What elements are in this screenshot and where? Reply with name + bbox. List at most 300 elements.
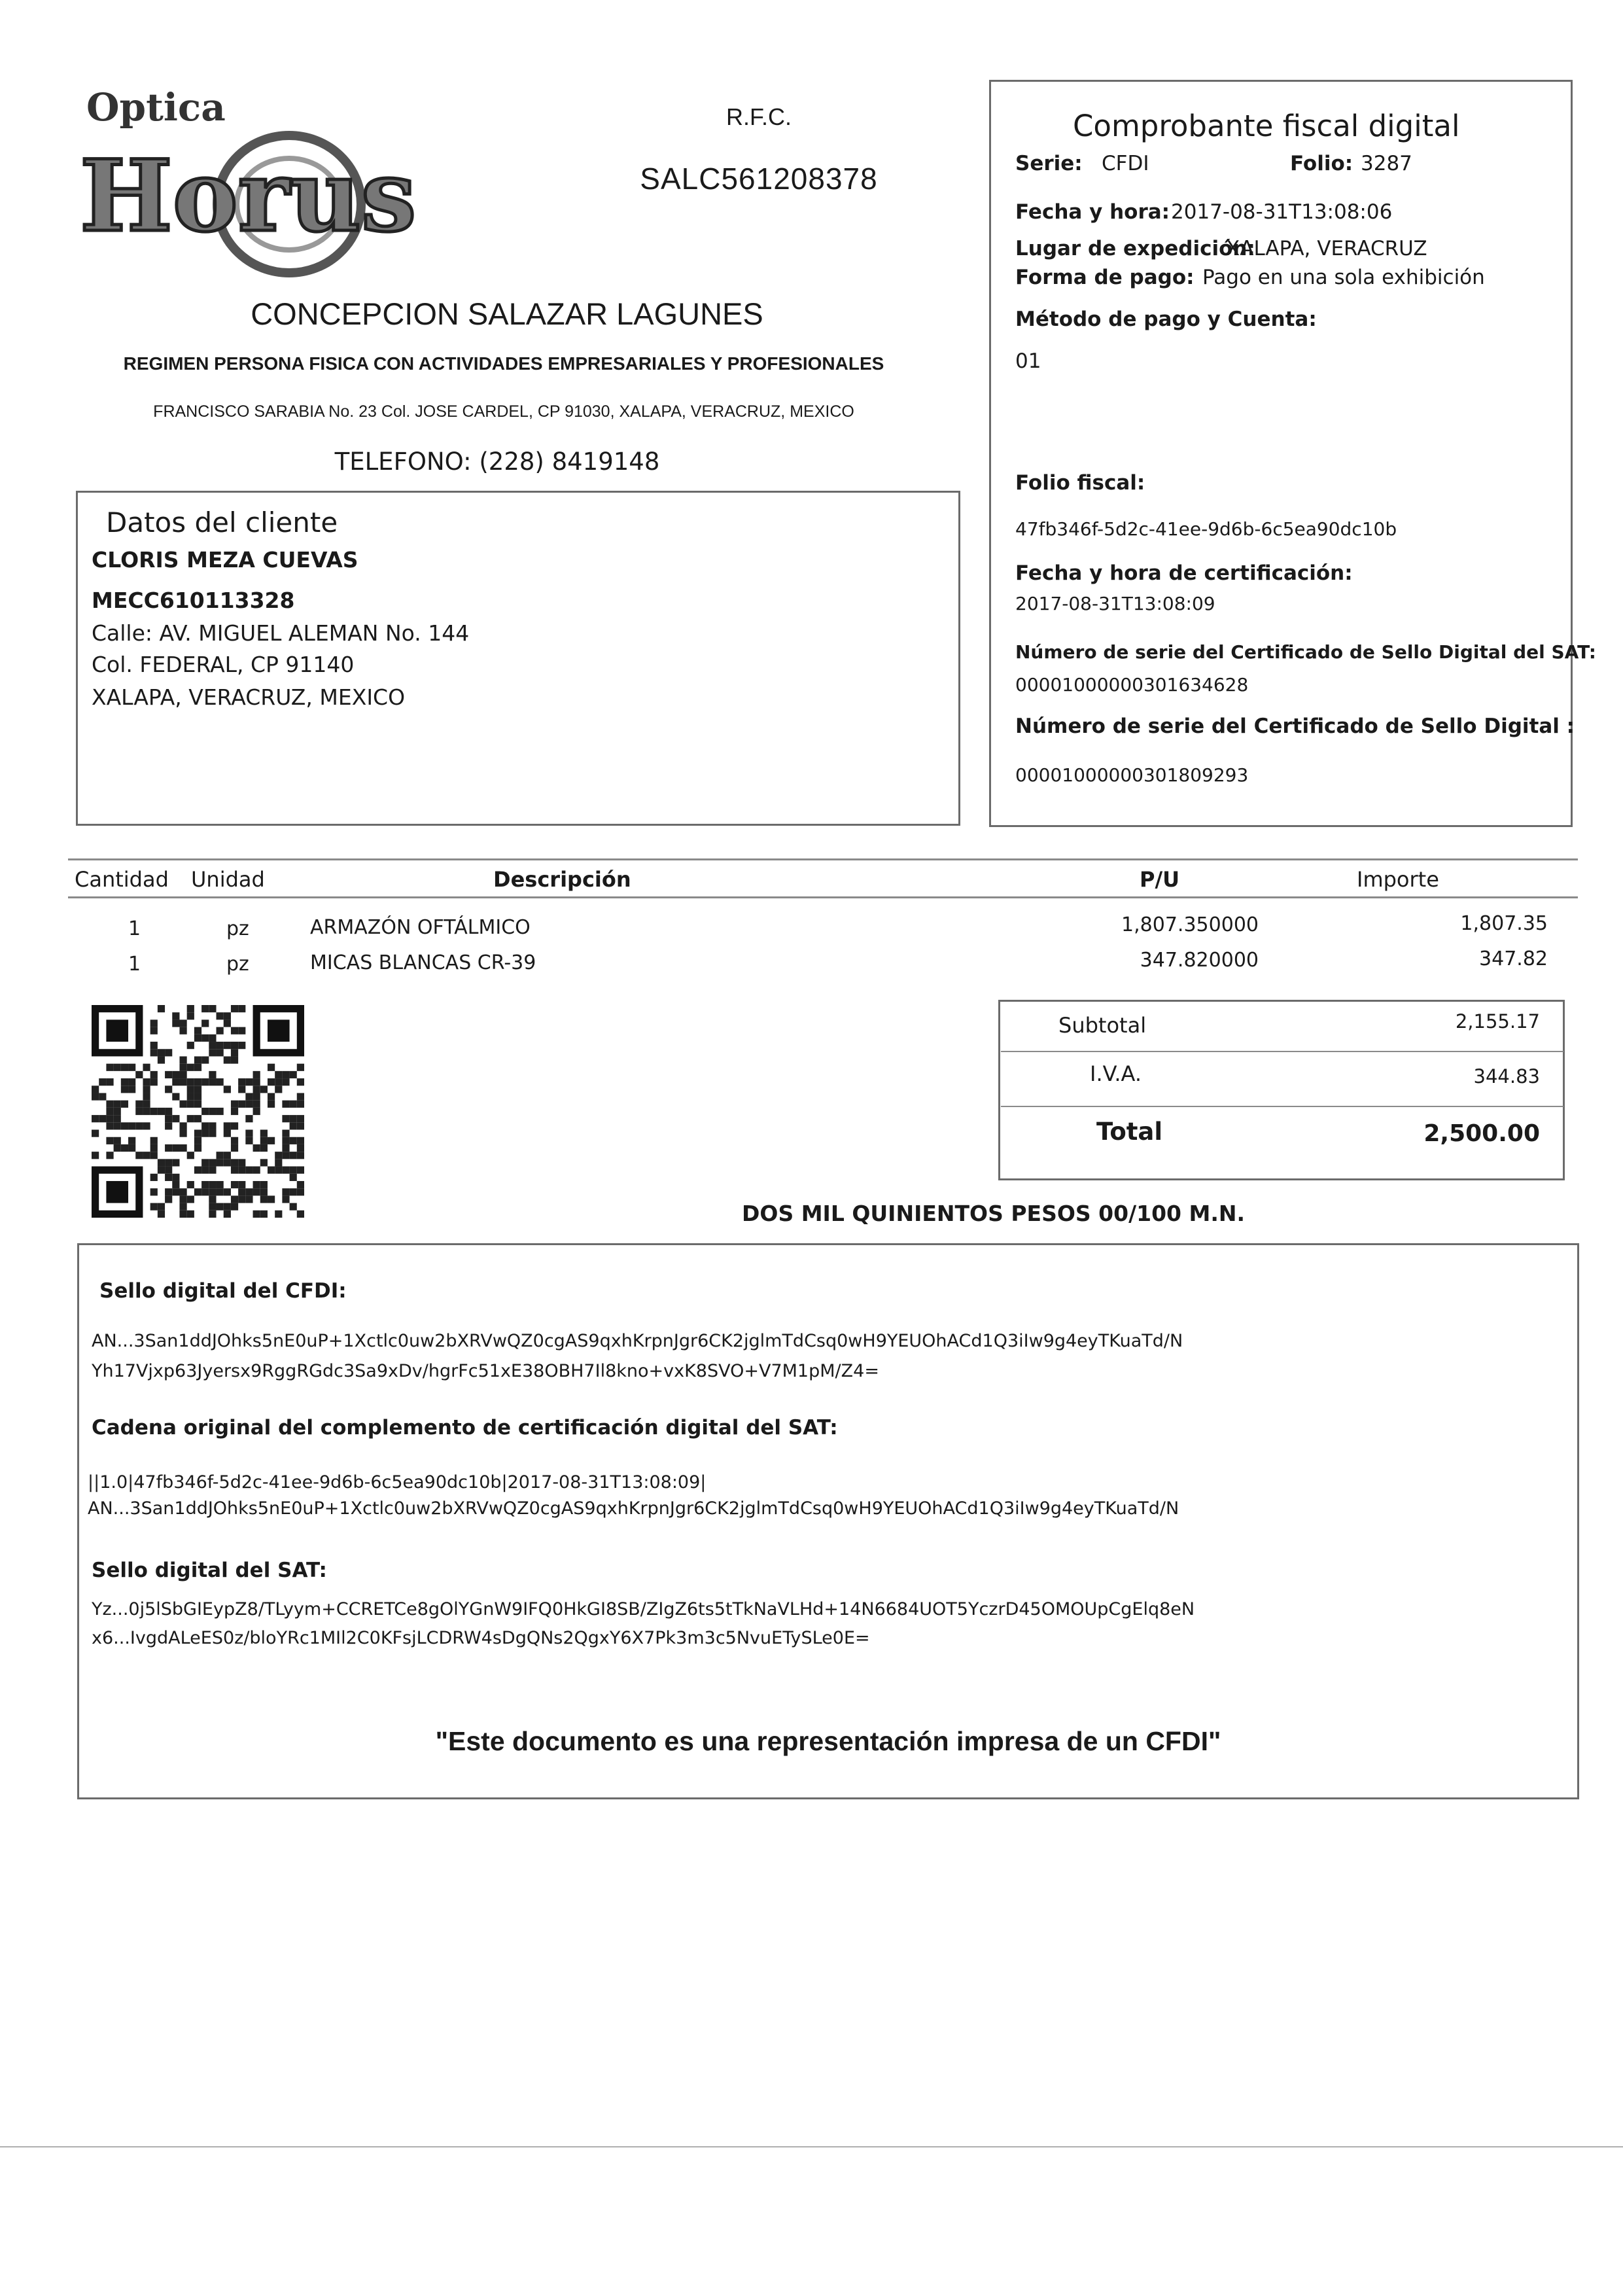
qr-module [253,1078,260,1086]
qr-module [128,1122,135,1129]
qr-module [260,1188,268,1195]
qr-module [238,1167,245,1174]
qr-module [128,1144,135,1152]
qr-module [297,1093,304,1100]
qr-module [179,1027,186,1034]
qr-module [231,1195,238,1203]
qr-module [238,1159,245,1166]
qr-module [231,1042,238,1049]
qr-module [282,1101,289,1108]
qr-module [275,1086,282,1093]
qr-module [275,1167,282,1174]
iva-label: I.V.A. [1090,1061,1142,1086]
qr-module [209,1210,216,1218]
total-value: 2,500.00 [1423,1120,1540,1147]
qr-module [143,1064,150,1071]
qr-module [158,1203,165,1210]
qr-module [158,1049,165,1056]
qr-module [253,1210,260,1218]
row-price: 1,807.350000 [1121,913,1259,936]
qr-module [179,1071,186,1078]
qr-module [231,1049,238,1056]
sello-cfdi-line: Yh17Vjxp63Jyersx9RggRGdc3Sa9xDv/hgrFc51xE38OBH7Il8kno+vxK8SVO+V7M1pM/Z4= [92,1361,879,1381]
qr-module [158,1005,165,1012]
qr-module [150,1078,158,1086]
qr-module [165,1188,172,1195]
logo-text-top: Optica [86,85,226,130]
qr-module [158,1167,165,1174]
client-box-title: Datos del cliente [106,506,338,539]
serie-csd-label: Número de serie del Certificado de Sello Digital : [1015,715,1575,738]
qr-module [143,1122,150,1129]
qr-module [282,1188,289,1195]
qr-module [253,1181,260,1188]
qr-module [150,1042,158,1049]
qr-module [297,1101,304,1108]
qr-module [238,1195,245,1203]
qr-module [297,1064,304,1071]
qr-code [92,1005,304,1218]
qr-module [201,1078,209,1086]
folio-fiscal-label: Folio fiscal: [1015,471,1145,495]
qr-module [224,1122,231,1129]
qr-module [172,1174,179,1181]
qr-module [150,1027,158,1034]
qr-module [209,1195,216,1203]
qr-module [253,1101,260,1108]
qr-module [150,1071,158,1078]
qr-module [238,1086,245,1093]
fecha-cert-value: 2017-08-31T13:08:09 [1015,593,1215,614]
row-price: 347.820000 [1140,949,1259,972]
qr-module [245,1188,253,1195]
qr-module [114,1137,121,1144]
row-desc: MICAS BLANCAS CR-39 [310,951,536,974]
subtotal-label: Subtotal [1058,1013,1147,1038]
qr-module [297,1181,304,1188]
emisor-address: FRANCISCO SARABIA No. 23 Col. JOSE CARDEL, CP 91030, XALAPA, VERACRUZ, MEXICO [153,402,854,421]
serie-value: CFDI [1102,152,1149,175]
qr-module [268,1195,275,1203]
qr-module [165,1115,172,1122]
qr-module [268,1093,275,1100]
iva-value: 344.83 [1473,1065,1540,1087]
qr-module [114,1115,121,1122]
qr-module [194,1064,201,1071]
qr-module [253,1144,260,1152]
qr-module [245,1093,253,1100]
qr-module [194,1188,201,1195]
header-price: P/U [1140,867,1180,892]
rfc-label: R.F.C. [725,103,792,130]
qr-module [231,1159,238,1166]
lugar-label: Lugar de expedición: [1015,237,1255,260]
qr-module [201,1108,209,1115]
folio-value: 3287 [1361,152,1412,175]
qr-module [106,1122,113,1129]
qr-module [187,1078,194,1086]
fecha-value: 2017-08-31T13:08:06 [1171,200,1393,224]
cadena-original-line: ||1.0|47fb346f-5d2c-41ee-9d6b-6c5ea90dc10b|2017-08-31T13:08:09| [88,1472,707,1492]
qr-module [165,1049,172,1056]
qr-module [217,1108,224,1115]
qr-module [282,1071,289,1078]
qr-module [121,1101,128,1108]
qr-module [224,1203,231,1210]
qr-module [282,1137,289,1144]
row-qty: 1 [128,953,141,976]
qr-module [268,1101,275,1108]
qr-module [217,1203,224,1210]
qr-module [143,1078,150,1086]
qr-module [165,1071,172,1078]
qr-module [201,1034,209,1042]
row-unit: pz [226,953,249,976]
qr-module [282,1167,289,1174]
qr-module [201,1188,209,1195]
emisor-phone: TELEFONO: (228) 8419148 [334,448,660,476]
qr-module [165,1167,172,1174]
row-desc: ARMAZÓN OFTÁLMICO [310,916,531,939]
qr-module [224,1042,231,1049]
qr-module [179,1188,186,1195]
qr-module [290,1115,297,1122]
qr-module [194,1137,201,1144]
metodo-value: 01 [1015,349,1041,373]
qr-module [106,1108,113,1115]
qr-module [297,1122,304,1129]
qr-module [194,1167,201,1174]
qr-module [260,1181,268,1188]
qr-module [209,1167,216,1174]
qr-module [187,1152,194,1159]
qr-module [114,1122,121,1129]
qr-module [290,1167,297,1174]
qr-module [187,1093,194,1100]
qr-module [179,1195,186,1203]
qr-module [290,1203,297,1210]
qr-module [231,1203,238,1210]
qr-module [297,1078,304,1086]
qr-module [128,1086,135,1093]
qr-module [179,1056,186,1063]
qr-module [150,1144,158,1152]
qr-module [187,1101,194,1108]
serie-sat-label: Número de serie del Certificado de Sello Digital del SAT: [1015,641,1596,663]
sello-cfdi-line: AN...3San1ddJOhks5nE0uP+1Xctlc0uw2bXRVwQZ0cgAS9qxhKrpnJgr6CK2jglmTdCsq0wH9YEUOhACd1Q3iIw9g4eyTKuaTd/N [92,1331,1183,1351]
qr-module [209,1078,216,1086]
qr-module [217,1181,224,1188]
qr-module [231,1137,238,1144]
emisor-rfc: SALC561208378 [640,162,878,196]
qr-module [143,1101,150,1108]
qr-module [114,1064,121,1071]
qr-module [217,1078,224,1086]
qr-module [253,1167,260,1174]
qr-module [231,1122,238,1129]
qr-module [92,1130,99,1137]
qr-module [128,1064,135,1071]
qr-module [194,1130,201,1137]
qr-module [297,1210,304,1218]
qr-module [99,1115,106,1122]
qr-module [217,1042,224,1049]
qr-module [209,1188,216,1195]
qr-module [92,1086,99,1093]
qr-module [165,1108,172,1115]
qr-module [194,1078,201,1086]
qr-module [135,1108,143,1115]
qr-module [150,1108,158,1115]
qr-module [114,1144,121,1152]
qr-module [238,1078,245,1086]
qr-module [201,1005,209,1012]
qr-module [260,1086,268,1093]
qr-module [268,1167,275,1174]
qr-module [92,1093,99,1100]
header-unit: Unidad [191,867,265,892]
sello-sat-label: Sello digital del SAT: [92,1559,327,1582]
qr-module [143,1152,150,1159]
qr-module [275,1159,282,1166]
qr-module [121,1064,128,1071]
qr-module [128,1078,135,1086]
qr-module [106,1152,113,1159]
qr-module [187,1086,194,1093]
qr-module [135,1122,143,1129]
qr-module [158,1159,165,1166]
qr-module [209,1071,216,1078]
qr-module [187,1042,194,1049]
header-qty: Cantidad [75,867,169,892]
qr-module [231,1181,238,1188]
qr-module [187,1005,194,1012]
qr-module [121,1078,128,1086]
qr-module [253,1086,260,1093]
qr-module [187,1064,194,1071]
qr-module [245,1130,253,1137]
qr-module [187,1012,194,1019]
qr-module [179,1210,186,1218]
qr-module [165,1159,172,1166]
qr-module [231,1056,238,1063]
qr-module [217,1188,224,1195]
fecha-label: Fecha y hora: [1015,200,1170,224]
qr-module [172,1159,179,1166]
row-amount: 1,807.35 [1460,912,1548,935]
qr-module [290,1174,297,1181]
qr-module [179,1101,186,1108]
qr-module [179,1064,186,1071]
qr-module [179,1019,186,1027]
qr-module [128,1137,135,1144]
qr-module [201,1167,209,1174]
qr-module [268,1078,275,1086]
qr-module [92,1152,99,1159]
qr-module [231,1005,238,1012]
qr-module [253,1108,260,1115]
digital-seals-box [77,1243,1579,1799]
qr-module [224,1210,231,1218]
qr-module [135,1071,143,1078]
qr-module [187,1181,194,1188]
qr-module [121,1144,128,1152]
qr-module [194,1056,201,1063]
optica-horus-logo [73,80,440,289]
fecha-cert-label: Fecha y hora de certificación: [1015,561,1353,585]
qr-module [217,1159,224,1166]
qr-module [217,1027,224,1034]
folio-label: Folio: [1290,152,1353,175]
table-header-rule [68,896,1578,898]
qr-module [135,1152,143,1159]
cadena-original-label: Cadena original del complemento de certificación digital del SAT: [92,1416,838,1439]
qr-module [150,1049,158,1056]
qr-module [135,1101,143,1108]
qr-module [172,1188,179,1195]
qr-module [179,1203,186,1210]
scan-edge-line [0,2146,1623,2147]
qr-module [245,1115,253,1122]
logo-text-main: Horus [80,139,417,254]
qr-module [165,1144,172,1152]
qr-module [231,1027,238,1034]
qr-module [217,1152,224,1159]
qr-module [165,1195,172,1203]
qr-module [253,1093,260,1100]
qr-module [217,1012,224,1019]
lugar-value: XALAPA, VERACRUZ [1226,237,1427,260]
qr-module [238,1005,245,1012]
qr-module [238,1181,245,1188]
subtotal-value: 2,155.17 [1455,1010,1540,1033]
forma-label: Forma de pago: [1015,266,1195,289]
qr-module [179,1078,186,1086]
qr-module [245,1137,253,1144]
qr-module [245,1195,253,1203]
qr-module [260,1210,268,1218]
qr-module [224,1159,231,1166]
qr-module [297,1144,304,1152]
qr-module [224,1056,231,1063]
qr-module [209,1108,216,1115]
qr-module [187,1210,194,1218]
qr-module [275,1071,282,1078]
qr-module [231,1101,238,1108]
qr-module [194,1093,201,1100]
qr-module [172,1093,179,1100]
header-amount: Importe [1357,867,1439,892]
qr-module [282,1144,289,1152]
client-colony: Col. FEDERAL, CP 91140 [92,652,355,677]
qr-module [231,1144,238,1152]
qr-module [231,1167,238,1174]
row-amount: 347.82 [1479,947,1548,970]
qr-module [143,1093,150,1100]
qr-module [158,1210,165,1218]
qr-module [150,1137,158,1144]
sello-cfdi-label: Sello digital del CFDI: [99,1279,347,1303]
client-name: CLORIS MEZA CUEVAS [92,547,358,573]
serie-label: Serie: [1015,152,1083,175]
qr-module [260,1144,268,1152]
qr-module [282,1152,289,1159]
qr-module [150,1019,158,1027]
totals-divider [1001,1106,1563,1107]
qr-module [143,1086,150,1093]
qr-module [143,1108,150,1115]
qr-module [297,1137,304,1144]
qr-module [282,1130,289,1137]
qr-module [201,1159,209,1166]
qr-module [201,1130,209,1137]
qr-module [224,1012,231,1019]
qr-module [297,1167,304,1174]
qr-module [282,1115,289,1122]
qr-module [172,1012,179,1019]
qr-module [290,1188,297,1195]
qr-module [194,1027,201,1034]
client-city: XALAPA, VERACRUZ, MEXICO [92,684,406,710]
sello-sat-line: x6...IvgdALeES0z/bloYRc1MIl2C0KFsjLCDRW4sDgQNs2QgxY6X7Pk3m3c5NvuETySLe0E= [92,1628,870,1648]
qr-module [282,1195,289,1203]
qr-module [165,1174,172,1181]
qr-module [209,1159,216,1166]
qr-module [172,1071,179,1078]
qr-module [209,1122,216,1129]
folio-fiscal-value: 47fb346f-5d2c-41ee-9d6b-6c5ea90dc10b [1015,518,1397,540]
qr-module [238,1042,245,1049]
metodo-label: Método de pago y Cuenta: [1015,308,1317,331]
qr-module [172,1181,179,1188]
qr-module [290,1071,297,1078]
qr-module [209,1203,216,1210]
qr-module [179,1130,186,1137]
qr-module [268,1137,275,1144]
qr-module [172,1144,179,1152]
qr-module [172,1115,179,1122]
qr-module [268,1064,275,1071]
qr-module [194,1086,201,1093]
qr-module [201,1019,209,1027]
row-unit: pz [226,917,249,940]
qr-module [187,1195,194,1203]
qr-module [260,1159,268,1166]
qr-module [290,1122,297,1129]
qr-module [106,1137,113,1144]
qr-module [194,1144,201,1152]
qr-module [106,1078,113,1086]
client-rfc: MECC610113328 [92,588,295,613]
qr-module [99,1078,106,1086]
qr-module [209,1005,216,1012]
qr-module [297,1152,304,1159]
qr-module [179,1122,186,1129]
qr-module [224,1152,231,1159]
qr-module [150,1174,158,1181]
qr-module [290,1101,297,1108]
qr-module [209,1130,216,1137]
qr-module [158,1108,165,1115]
qr-module [290,1137,297,1144]
qr-module [150,1203,158,1210]
qr-module [245,1078,253,1086]
qr-module [260,1195,268,1203]
qr-module [224,1188,231,1195]
serie-sat-value: 00001000000301634628 [1015,674,1249,696]
qr-module [121,1086,128,1093]
qr-module [260,1137,268,1144]
